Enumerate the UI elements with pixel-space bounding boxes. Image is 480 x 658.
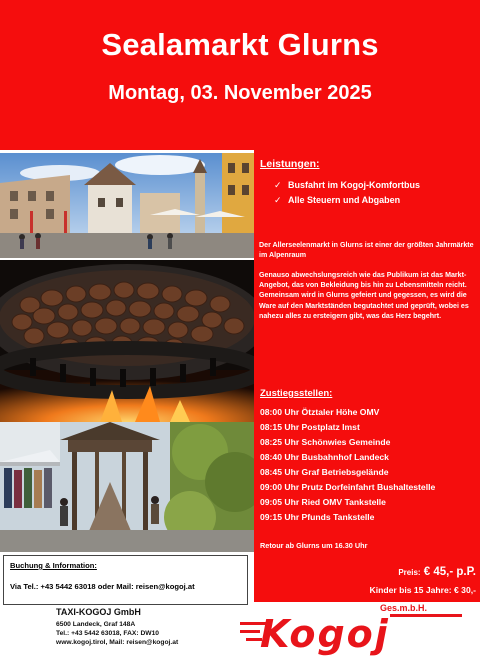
chestnut-roasting-photo <box>0 260 254 422</box>
description-intro: Der Allerseelenmarkt in Glurns ist einer der größten Jahrmärkte im Alpenraum <box>259 241 474 260</box>
company-address: 6500 Landeck, Graf 148A <box>56 621 136 628</box>
services-list <box>274 180 420 210</box>
town-square-photo <box>0 153 254 258</box>
stops-list <box>260 407 435 527</box>
company-name: TAXI-KOGOJ GmbH <box>56 607 141 617</box>
booking-contact[interactable]: Via Tel.: +43 5442 63018 oder Mail: reisen@kogoj.at <box>10 582 195 591</box>
stops-heading: Zustiegsstellen: <box>260 388 333 399</box>
info-panel <box>254 150 480 602</box>
return-time: Retour ab Glurns um 16.30 Uhr <box>260 541 368 550</box>
child-price: Kinder bis 15 Jahre: € 30,- <box>369 585 476 595</box>
price <box>398 566 476 578</box>
company-phone: Tel.: +43 5442 63018, FAX: DW10 <box>56 630 160 637</box>
header-banner <box>0 0 480 150</box>
list-item: 08:45 Uhr Graf Betriebsgelände <box>260 467 389 477</box>
list-item: 09:15 Uhr Pfunds Tankstelle <box>260 512 375 522</box>
list-item: 09:05 Uhr Ried OMV Tankstelle <box>260 497 386 507</box>
list-item: 08:00 Uhr Ötztaler Höhe OMV <box>260 407 380 417</box>
list-item <box>274 180 420 195</box>
booking-box <box>3 555 248 605</box>
description-body: Genauso abwechslungsreich wie das Publikum ist das Markt-Angebot, das von Bekleidung bis hin zu Lebensmitteln reicht. Gemeinsam wird in Glurns gefeiert und gegessen, es wird die Ware auf den Marktständen begutachtet und geprüft, wobei es nahezu alles zu ersteigern gibt, was das Herz begehrt. <box>259 271 469 320</box>
price-value: € 45,- p.P. <box>423 566 476 578</box>
company-web[interactable]: www.kogoj.tirol, Mail: reisen@kogoj.at <box>56 639 179 646</box>
list-item: 08:25 Uhr Schönwies Gemeinde <box>260 437 391 447</box>
service-label: Alle Steuern und Abgaben <box>288 195 401 205</box>
services-heading: Leistungen: <box>260 158 320 170</box>
checkmark-icon: ✓ <box>274 180 282 190</box>
checkmark-icon: ✓ <box>274 195 282 205</box>
event-date: Montag, 03. November 2025 <box>108 82 372 104</box>
logo-suffix: Ges.m.b.H. <box>380 603 428 613</box>
kogoj-logo <box>240 610 466 656</box>
market-bridge-photo <box>0 422 254 552</box>
list-item: 08:15 Uhr Postplatz Imst <box>260 422 360 432</box>
list-item: 09:00 Uhr Prutz Dorfeinfahrt Bushaltestelle <box>260 482 436 492</box>
service-label: Busfahrt im Kogoj-Komfortbus <box>288 180 420 190</box>
list-item <box>274 195 420 210</box>
booking-heading: Buchung & Information: <box>10 561 97 570</box>
company-info <box>56 607 178 647</box>
page-title: Sealamarkt Glurns <box>101 27 379 62</box>
logo-stripe <box>240 630 260 633</box>
logo-stripe <box>390 614 462 617</box>
list-item: 08:40 Uhr Busbahnhof Landeck <box>260 452 389 462</box>
price-label: Preis: <box>398 568 421 577</box>
logo-wordmark: Kogoj <box>260 612 390 656</box>
